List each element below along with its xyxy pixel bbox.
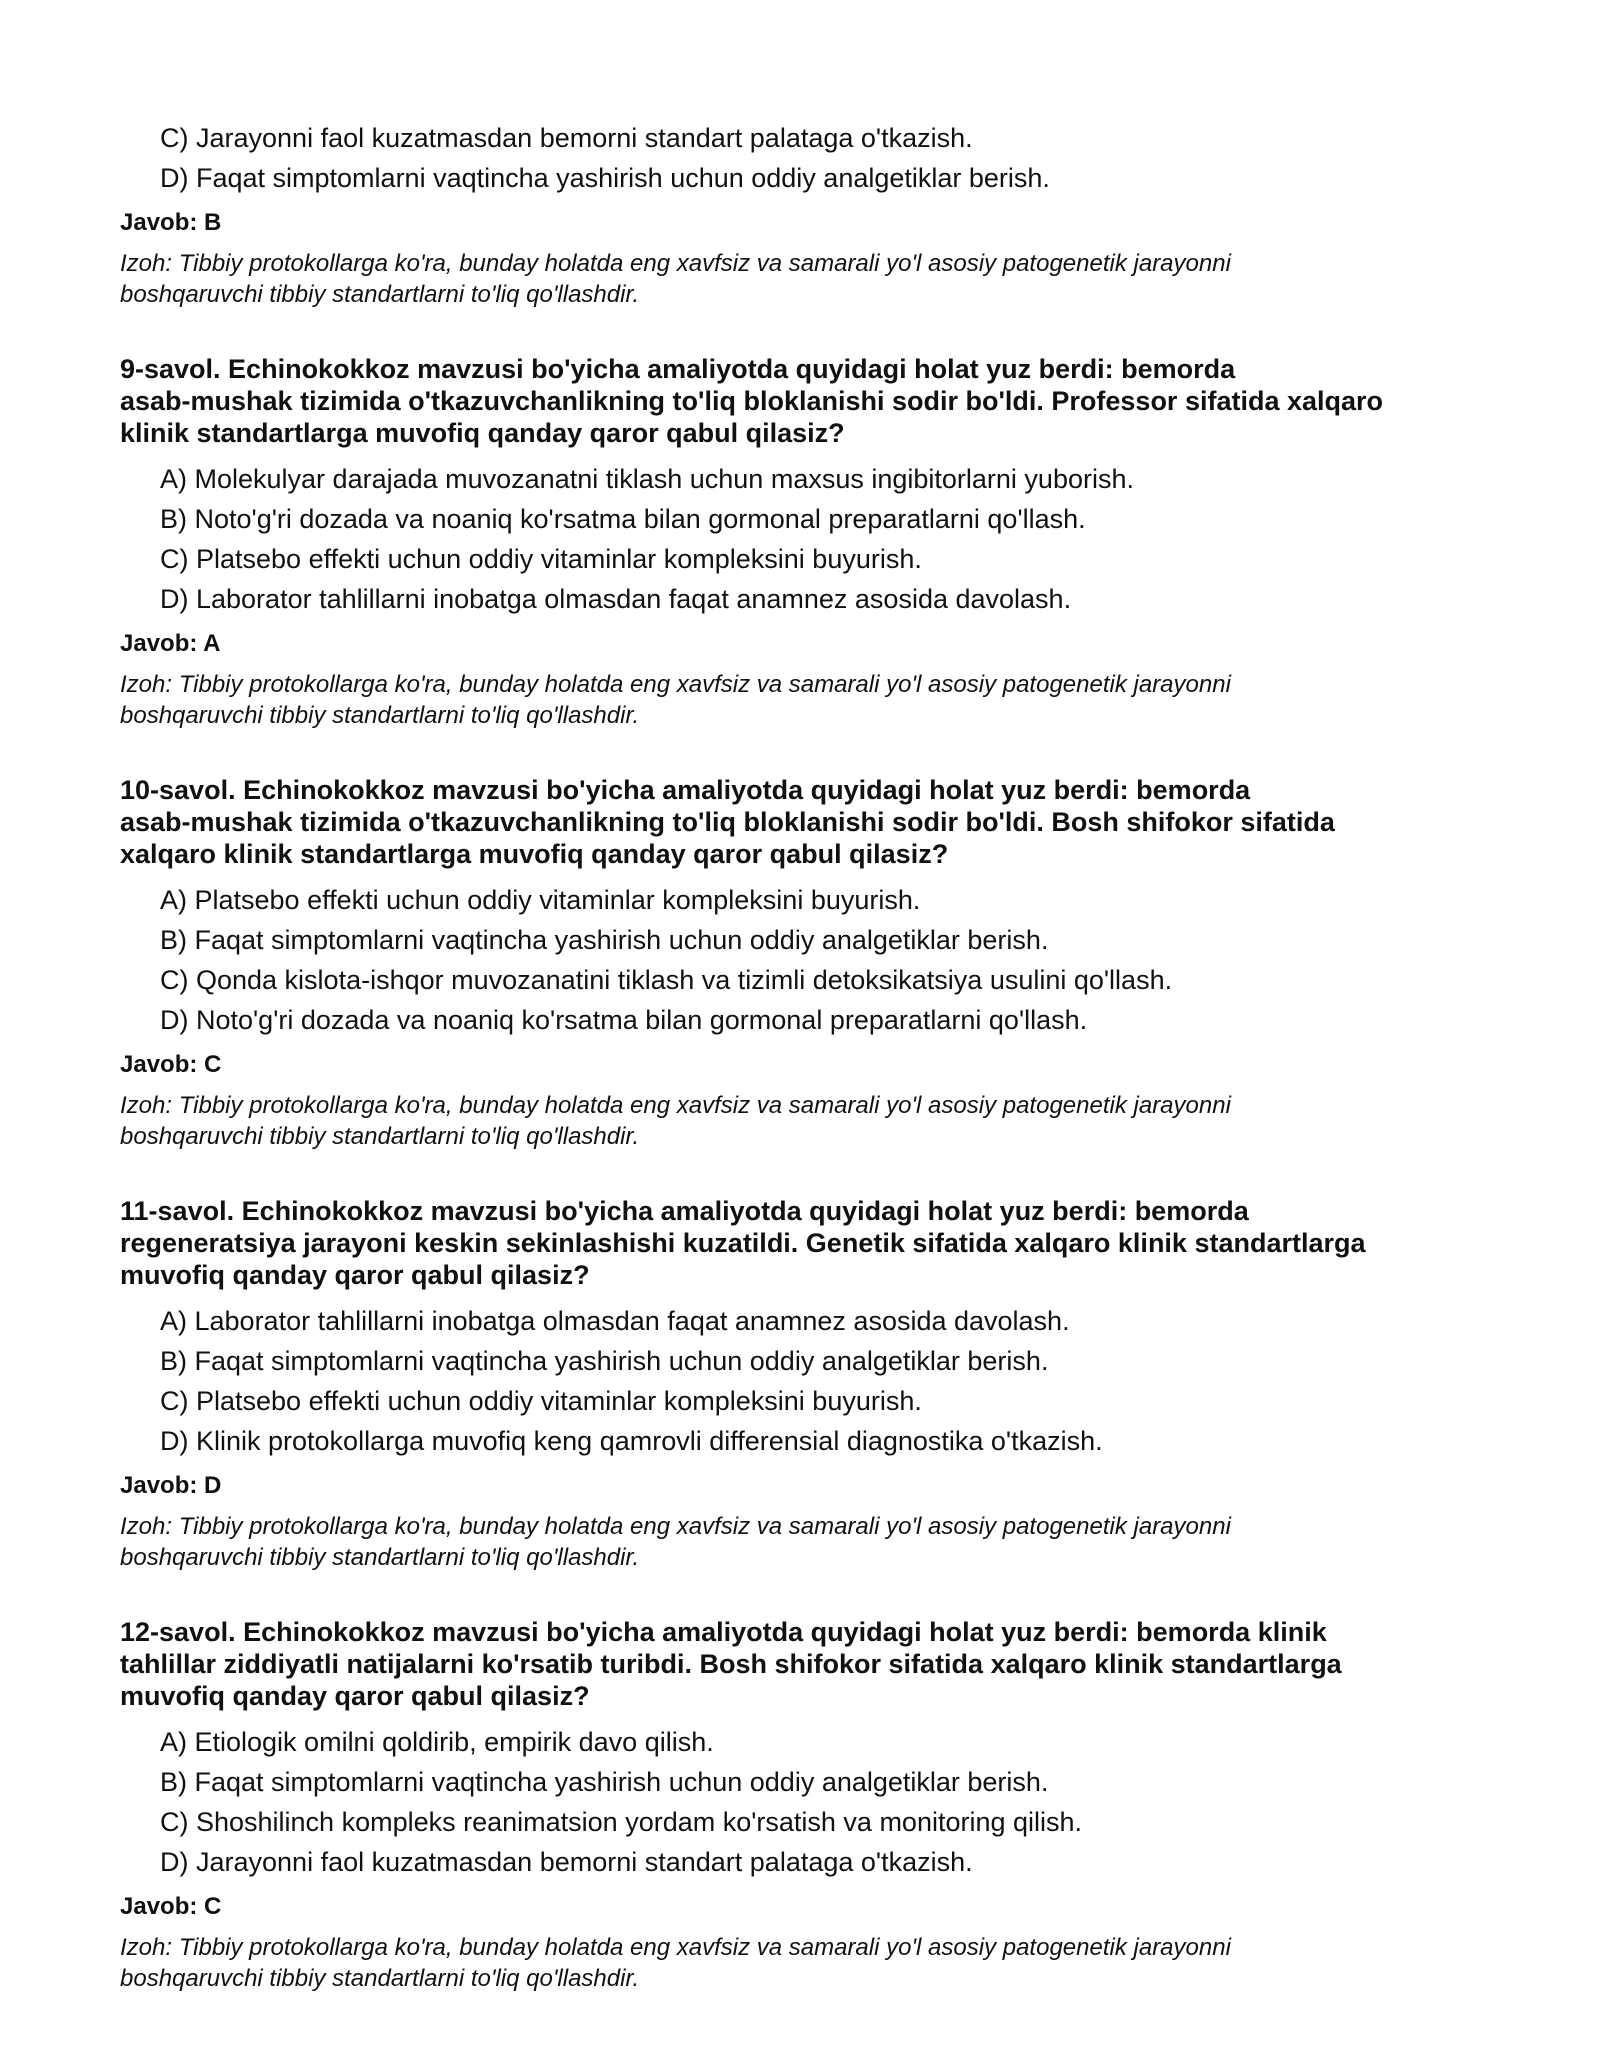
question-9	[120, 353, 1480, 731]
explanation-line: boshqaruvchi tibbiy standartlarni to'liq qo'llashdir.	[120, 281, 640, 308]
answer-option: B) Faqat simptomlarni vaqtincha yashirish uchun oddiy analgetiklar berish.	[160, 925, 1049, 955]
explanation-line: Izoh: Tibbiy protokollarga ko'ra, bunday holatda eng xavfsiz va samarali yo'l asosiy patogenetik jarayonni	[120, 1092, 1231, 1119]
explanation-line: Izoh: Tibbiy protokollarga ko'ra, bunday holatda eng xavfsiz va samarali yo'l asosiy patogenetik jarayonni	[120, 1934, 1231, 1961]
answer-option: B) Faqat simptomlarni vaqtincha yashirish uchun oddiy analgetiklar berish.	[160, 1346, 1049, 1376]
answer-options	[120, 880, 1480, 1040]
question-title-line: muvofiq qanday qaror qabul qilasiz?	[120, 1681, 590, 1711]
question-10	[120, 774, 1480, 1152]
question-8-continuation	[120, 118, 1480, 310]
question-title-line: 10-savol. Echinokokkoz mavzusi bo'yicha amaliyotda quyidagi holat yuz berdi: bemorda	[120, 775, 1251, 805]
correct-answer: Javob: C	[120, 1051, 222, 1078]
answer-options	[120, 1722, 1480, 1882]
correct-answer: Javob: B	[120, 209, 222, 236]
answer-options	[120, 459, 1480, 619]
answer-option: A) Etiologik omilni qoldirib, empirik davo qilish.	[160, 1727, 714, 1757]
document-page	[120, 118, 1480, 1994]
correct-answer: Javob: A	[120, 630, 221, 657]
question-title-line: asab-mushak tizimida o'tkazuvchanlikning to'liq bloklanishi sodir bo'ldi. Bosh shifokor sifatida	[120, 807, 1335, 837]
answer-option: B) Noto'g'ri dozada va noaniq ko'rsatma bilan gormonal preparatlarni qo'llash.	[160, 504, 1086, 534]
question-title-line: tahlillar ziddiyatli natijalarni ko'rsatib turibdi. Bosh shifokor sifatida xalqaro klinik standartlarga	[120, 1649, 1342, 1679]
question-title-line: klinik standartlarga muvofiq qanday qaror qabul qilasiz?	[120, 418, 845, 448]
answer-option: D) Laborator tahlillarni inobatga olmasdan faqat anamnez asosida davolash.	[160, 584, 1072, 614]
explanation-line: boshqaruvchi tibbiy standartlarni to'liq qo'llashdir.	[120, 1965, 640, 1992]
answer-options	[120, 118, 1480, 198]
answer-option: B) Faqat simptomlarni vaqtincha yashirish uchun oddiy analgetiklar berish.	[160, 1767, 1049, 1797]
answer-option: D) Klinik protokollarga muvofiq keng qamrovli differensial diagnostika o'tkazish.	[160, 1426, 1103, 1456]
answer-option: C) Platsebo effekti uchun oddiy vitaminlar kompleksini buyurish.	[160, 544, 922, 574]
explanation-line: Izoh: Tibbiy protokollarga ko'ra, bunday holatda eng xavfsiz va samarali yo'l asosiy patogenetik jarayonni	[120, 250, 1231, 277]
question-title-line: regeneratsiya jarayoni keskin sekinlashishi kuzatildi. Genetik sifatida xalqaro klinik standartlarga	[120, 1228, 1366, 1258]
explanation-line: boshqaruvchi tibbiy standartlarni to'liq qo'llashdir.	[120, 1544, 640, 1571]
answer-option: A) Laborator tahlillarni inobatga olmasdan faqat anamnez asosida davolash.	[160, 1306, 1070, 1336]
question-title	[120, 774, 1480, 870]
question-title	[120, 1195, 1480, 1291]
explanation-line: Izoh: Tibbiy protokollarga ko'ra, bunday holatda eng xavfsiz va samarali yo'l asosiy patogenetik jarayonni	[120, 671, 1231, 698]
question-title	[120, 353, 1480, 449]
correct-answer: Javob: C	[120, 1893, 222, 1920]
answer-option: C) Platsebo effekti uchun oddiy vitaminlar kompleksini buyurish.	[160, 1386, 922, 1416]
explanation-line: boshqaruvchi tibbiy standartlarni to'liq qo'llashdir.	[120, 1123, 640, 1150]
question-title-line: 12-savol. Echinokokkoz mavzusi bo'yicha amaliyotda quyidagi holat yuz berdi: bemorda klinik	[120, 1617, 1327, 1647]
explanation-line: Izoh: Tibbiy protokollarga ko'ra, bunday holatda eng xavfsiz va samarali yo'l asosiy patogenetik jarayonni	[120, 1513, 1231, 1540]
answer-option: D) Jarayonni faol kuzatmasdan bemorni standart palataga o'tkazish.	[160, 1847, 973, 1877]
answer-option: A) Platsebo effekti uchun oddiy vitaminlar kompleksini buyurish.	[160, 885, 921, 915]
question-title-line: muvofiq qanday qaror qabul qilasiz?	[120, 1260, 590, 1290]
answer-option: C) Jarayonni faol kuzatmasdan bemorni standart palataga o'tkazish.	[160, 123, 973, 153]
question-title	[120, 1616, 1480, 1712]
explanation-line: boshqaruvchi tibbiy standartlarni to'liq qo'llashdir.	[120, 702, 640, 729]
answer-option: C) Shoshilinch kompleks reanimatsion yordam ko'rsatish va monitoring qilish.	[160, 1807, 1083, 1837]
answer-options	[120, 1301, 1480, 1461]
answer-option: C) Qonda kislota-ishqor muvozanatini tiklash va tizimli detoksikatsiya usulini qo'llash.	[160, 965, 1173, 995]
question-title-line: 9-savol. Echinokokkoz mavzusi bo'yicha amaliyotda quyidagi holat yuz berdi: bemorda	[120, 354, 1236, 384]
question-title-line: asab-mushak tizimida o'tkazuvchanlikning to'liq bloklanishi sodir bo'ldi. Professor sifatida xalqaro	[120, 386, 1384, 416]
question-12	[120, 1616, 1480, 1994]
question-title-line: xalqaro klinik standartlarga muvofiq qanday qaror qabul qilasiz?	[120, 839, 949, 869]
answer-option: D) Faqat simptomlarni vaqtincha yashirish uchun oddiy analgetiklar berish.	[160, 163, 1050, 193]
answer-option: D) Noto'g'ri dozada va noaniq ko'rsatma bilan gormonal preparatlarni qo'llash.	[160, 1005, 1088, 1035]
question-11	[120, 1195, 1480, 1573]
question-title-line: 11-savol. Echinokokkoz mavzusi bo'yicha amaliyotda quyidagi holat yuz berdi: bemorda	[120, 1196, 1249, 1226]
answer-option: A) Molekulyar darajada muvozanatni tiklash uchun maxsus ingibitorlarni yuborish.	[160, 464, 1134, 494]
correct-answer: Javob: D	[120, 1472, 222, 1499]
